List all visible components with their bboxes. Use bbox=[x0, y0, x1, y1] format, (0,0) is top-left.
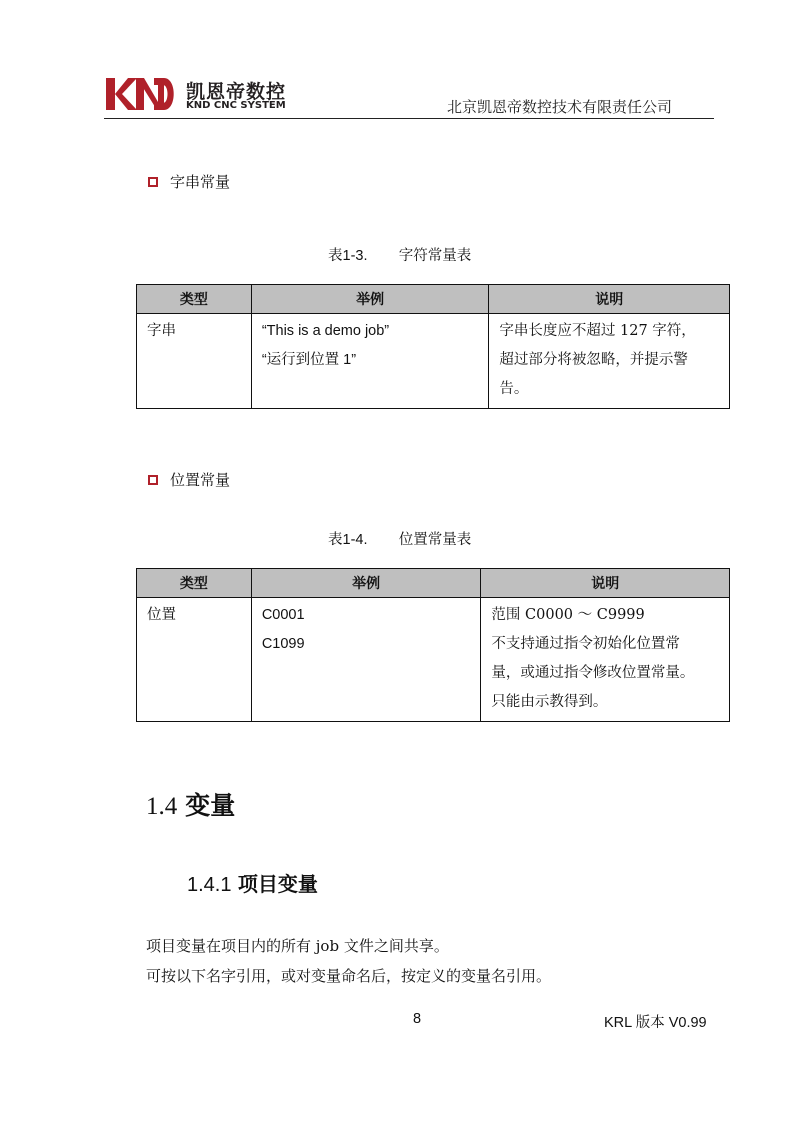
description-line: 只能由示教得到。 bbox=[491, 694, 608, 710]
body-paragraph: 项目变量在项目内的所有 job 文件之间共享。 bbox=[146, 937, 449, 955]
example-line: “运行到位置 1” bbox=[261, 352, 357, 368]
example-line: C0001 bbox=[261, 607, 305, 623]
caption-title: 字符常量表 bbox=[398, 248, 472, 264]
square-bullet-icon bbox=[148, 177, 158, 187]
table-caption bbox=[328, 528, 471, 549]
description-line: 字串长度应不超过 127 字符， bbox=[499, 323, 696, 339]
company-name: 北京凯恩帝数控技术有限责任公司 bbox=[447, 98, 673, 116]
section-heading bbox=[146, 786, 235, 822]
header-description: 说明 bbox=[481, 569, 730, 598]
cell-description bbox=[489, 314, 730, 409]
cell-description bbox=[481, 598, 730, 722]
description-line: 不支持通过指令初始化位置常 bbox=[491, 636, 680, 652]
bullet-label: 字串常量 bbox=[170, 173, 231, 191]
page-number: 8 bbox=[413, 1011, 422, 1027]
subsection-heading bbox=[187, 868, 318, 897]
body-paragraph: 可按以下名字引用，或对变量命名后，按定义的变量名引用。 bbox=[146, 967, 552, 985]
bullet-label: 位置常量 bbox=[170, 471, 231, 489]
table-row bbox=[137, 598, 730, 722]
header-type: 类型 bbox=[137, 569, 252, 598]
document-version: KRL 版本 V0.99 bbox=[604, 1015, 707, 1031]
section-title: 变量 bbox=[185, 791, 236, 820]
header-divider bbox=[104, 118, 714, 119]
description-line: 告。 bbox=[499, 381, 529, 397]
cell-type: 位置 bbox=[137, 598, 252, 722]
cell-type: 字串 bbox=[137, 314, 252, 409]
subsection-number: 1.4.1 bbox=[187, 874, 232, 896]
caption-number: 表1-3. bbox=[328, 248, 368, 264]
description-line: 超过部分将被忽略，并提示警 bbox=[499, 352, 688, 368]
table-caption bbox=[328, 244, 471, 265]
example-line: “This is a demo job” bbox=[261, 323, 390, 339]
header-example: 举例 bbox=[251, 285, 489, 314]
table-row bbox=[137, 314, 730, 409]
header-description: 说明 bbox=[489, 285, 730, 314]
description-line: 范围 C0000 ～ C9999 bbox=[491, 607, 645, 623]
header-example: 举例 bbox=[251, 569, 481, 598]
cell-examples bbox=[251, 598, 481, 722]
knd-logo-icon bbox=[106, 76, 178, 112]
table-header-row bbox=[137, 569, 730, 598]
section-number: 1.4 bbox=[146, 793, 178, 820]
position-constant-table bbox=[136, 568, 730, 722]
square-bullet-icon bbox=[148, 475, 158, 485]
string-constant-table bbox=[136, 284, 730, 409]
description-line: 量，或通过指令修改位置常量。 bbox=[491, 665, 695, 681]
bullet-position-constant bbox=[148, 469, 230, 490]
caption-title: 位置常量表 bbox=[398, 532, 472, 548]
bullet-string-constant bbox=[148, 171, 230, 192]
logo-english-text: KND CNC SYSTEM bbox=[186, 100, 286, 111]
logo-chinese-text: 凯恩帝数控 bbox=[186, 81, 287, 103]
subsection-title: 项目变量 bbox=[237, 872, 318, 896]
example-line: C1099 bbox=[261, 636, 305, 652]
caption-number: 表1-4. bbox=[328, 532, 368, 548]
table-header-row bbox=[137, 285, 730, 314]
header-type: 类型 bbox=[137, 285, 252, 314]
cell-examples bbox=[251, 314, 489, 409]
